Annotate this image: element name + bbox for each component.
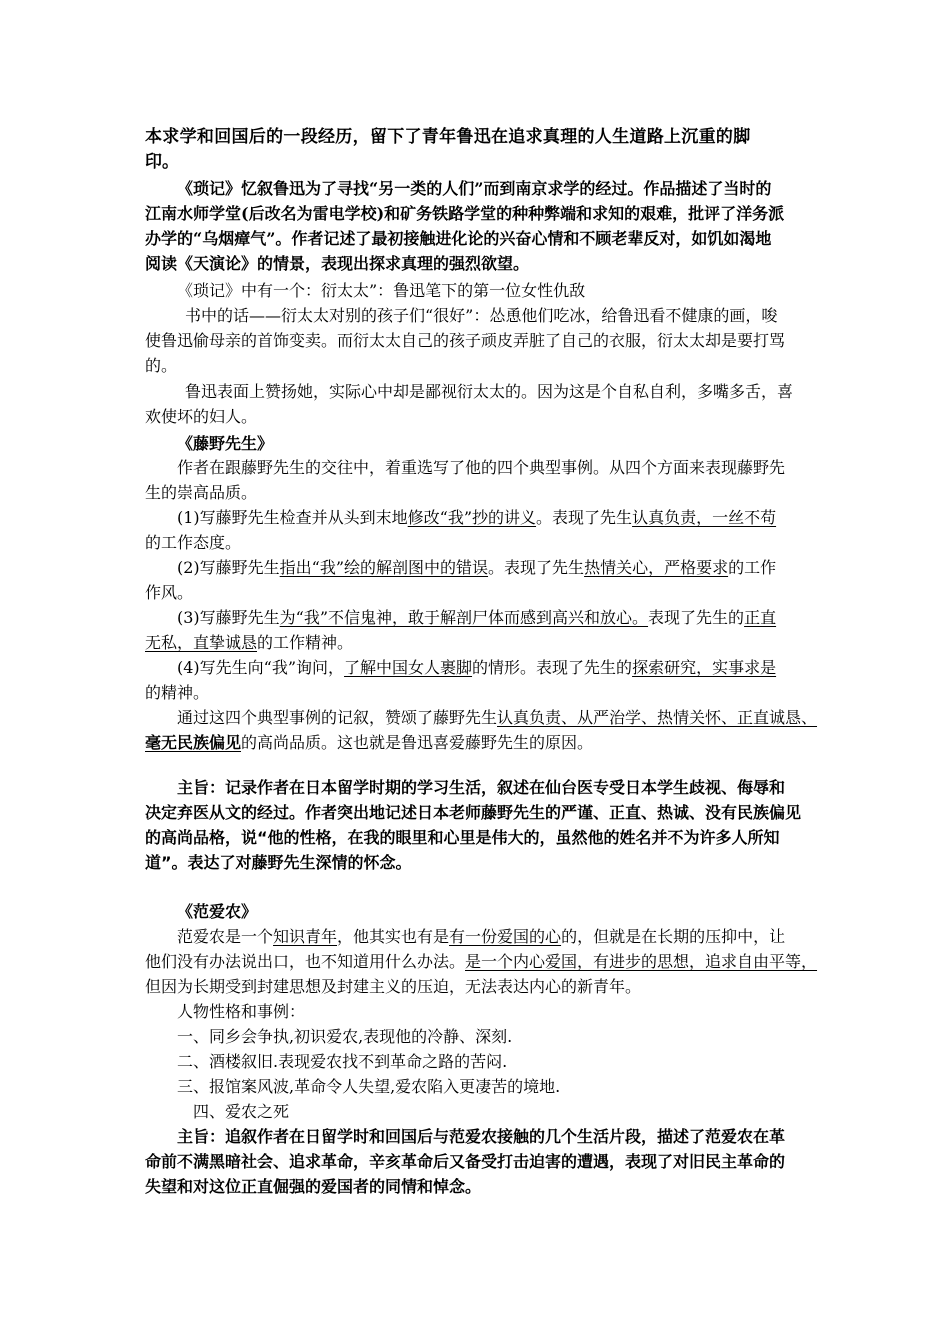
suoji-paragraph-line-4: 阅读《天演论》的情景，表现出探求真理的强烈欲望。: [145, 254, 530, 273]
fanainong-event-4: 四、爱农之死: [193, 1102, 290, 1121]
suoji-comment-line-1: 鲁迅表面上赞扬她，实际心中却是鄙视衍太太的。因为这是个自私自利，多嘴多舌，喜: [185, 382, 794, 401]
tengye-item-2-cont: 作风。: [145, 583, 194, 602]
tengye-item-3-cont: 无私，直挚诚恳的工作精神。: [145, 633, 354, 652]
suoji-paragraph-line-2: 江南水师学堂(后改名为雷电学校)和矿务铁路学堂的种种弊端和求知的艰难，批评了洋务派: [145, 204, 785, 223]
tengye-item-4-cont: 的精神。: [145, 683, 210, 702]
fanainong-desc-line-2: 他们没有办法说出口，也不知道用什么办法。是一个内心爱国，有进步的思想，追求自由平等，: [145, 952, 818, 971]
tengye-title: 《藤野先生》: [177, 434, 274, 453]
fanainong-event-3: 三、报馆案风波,革命令人失望,爱农陷入更凄苦的境地.: [177, 1077, 561, 1096]
fanainong-theme-line-3: 失望和对这位正直倔强的爱国者的同情和悼念。: [145, 1177, 482, 1196]
fanainong-theme-line-2: 命前不满黑暗社会、追求革命，辛亥革命后又备受打击迫害的遭遇，表现了对旧民主革命的: [145, 1152, 786, 1171]
tengye-item-1-cont: 的工作态度。: [145, 533, 242, 552]
tengye-item-1: (1)写藤野先生检查并从头到末地修改“我”抄的讲义。表现了先生认真负责，一丝不苟: [177, 508, 777, 527]
fanainong-desc-line-3: 但因为长期受到封建思想及封建主义的压迫，无法表达内心的新青年。: [145, 977, 642, 996]
tengye-item-2: (2)写藤野先生指出“我”绘的解剖图中的错误。表现了先生热情关心，严格要求的工作: [177, 558, 777, 577]
tengye-summary-line-1: 通过这四个典型事例的记叙，赞颂了藤野先生认真负责、从严治学、热情关怀、正直诚恳、: [177, 708, 818, 727]
fanainong-theme-line-1: 主旨：追叙作者在日留学时和回国后与范爱农接触的几个生活片段，描述了范爱农在革: [177, 1127, 786, 1146]
intro-line-1: 本求学和回国后的一段经历，留下了青年鲁迅在追求真理的人生道路上沉重的脚: [145, 127, 751, 147]
tengye-intro-line-1: 作者在跟藤野先生的交往中，着重选写了他的四个典型事例。从四个方面来表现藤野先: [177, 458, 786, 477]
fanainong-traits-title: 人物性格和事例：: [177, 1002, 306, 1021]
fanainong-title: 《范爱农》: [177, 902, 258, 921]
suoji-yantaitai-heading: 《琐记》中有一个：衍太太”：鲁迅笔下的第一位女性仇敌: [177, 281, 586, 300]
tengye-theme-line-1: 主旨：记录作者在日本留学时期的学习生活，叙述在仙台医专受日本学生歧视、侮辱和: [177, 778, 786, 797]
suoji-comment-line-2: 欢使坏的妇人。: [145, 407, 258, 426]
fanainong-event-1: 一、同乡会争执,初识爱农,表现他的冷静、深刻.: [177, 1027, 513, 1046]
tengye-theme-line-4: 道”。表达了对藤野先生深情的怀念。: [145, 853, 412, 872]
suoji-story-line-1: 书中的话——衍太太对别的孩子们“很好”：怂恿他们吃冰，给鲁迅看不健康的画，唆: [185, 306, 778, 325]
suoji-story-line-2: 使鲁迅偷母亲的首饰变卖。而衍太太自己的孩子顽皮弄脏了自己的衣服，衍太太却是要打骂: [145, 331, 786, 350]
suoji-paragraph-line-1: 《琐记》忆叙鲁迅为了寻找“另一类的人们”而到南京求学的经过。作品描述了当时的: [177, 179, 772, 198]
fanainong-event-2: 二、酒楼叙旧.表现爱农找不到革命之路的苦闷.: [177, 1052, 508, 1071]
suoji-story-line-3: 的。: [145, 356, 178, 375]
suoji-paragraph-line-3: 办学的“乌烟瘴气”。作者记述了最初接触进化论的兴奋心情和不顾老辈反对，如饥如渴地: [145, 229, 772, 248]
tengye-theme-line-3: 的高尚品格，说“他的性格，在我的眼里和心里是伟大的，虽然他的姓名并不为许多人所知: [145, 828, 780, 847]
tengye-theme-line-2: 决定弃医从文的经过。作者突出地记述日本老师藤野先生的严谨、正直、热诚、没有民族偏见: [145, 803, 802, 822]
intro-line-2: 印。: [145, 152, 179, 172]
fanainong-desc-line-1: 范爱农是一个知识青年，他其实也有是有一份爱国的心的，但就是在长期的压抑中，让: [177, 927, 786, 946]
tengye-intro-line-2: 生的崇高品质。: [145, 483, 258, 502]
tengye-summary-line-2: 毫无民族偏见的高尚品质。这也就是鲁迅喜爱藤野先生的原因。: [145, 733, 594, 752]
tengye-item-3: (3)写藤野先生为“我”不信鬼神，敢于解剖尸体而感到高兴和放心。表现了先生的正直: [177, 608, 777, 627]
tengye-item-4: (4)写先生向“我”询问，了解中国女人裹脚的情形。表现了先生的探索研究，实事求是: [177, 658, 777, 677]
